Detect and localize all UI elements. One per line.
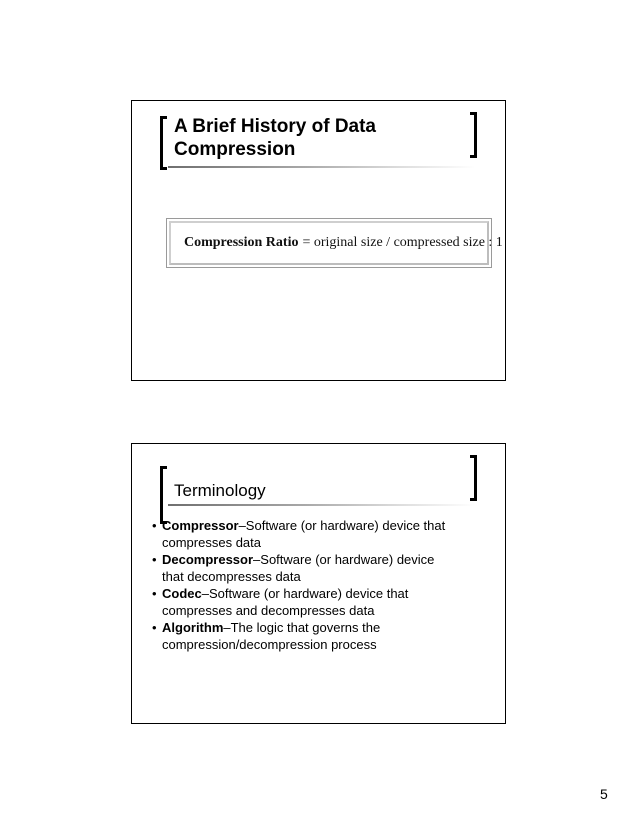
title-underline: [168, 504, 475, 506]
definition-line-2: compresses data: [162, 535, 261, 550]
formula-expression: = original size / compressed size : 1: [302, 235, 503, 250]
slide-title: [174, 115, 445, 161]
bullet-icon: •: [152, 586, 157, 601]
title-line-1: A Brief History of Data: [174, 116, 376, 137]
title-bracket-left: [160, 116, 167, 170]
definition-line-2: that decompresses data: [162, 569, 301, 584]
term: Algorithm: [162, 620, 224, 635]
term: Codec: [162, 586, 202, 601]
bullet-icon: •: [152, 620, 157, 635]
definition-line-2: compresses and decompresses data: [162, 603, 375, 618]
definition-line-1: –Software (or hardware) device that: [201, 586, 409, 601]
list-item: [144, 619, 499, 653]
page-number: 5: [600, 786, 608, 802]
bullet-icon: •: [152, 518, 157, 533]
terminology-list: [144, 517, 499, 653]
slide-2: [131, 443, 506, 724]
term: Decompressor: [162, 552, 254, 567]
title-bracket-right: [470, 112, 477, 158]
formula-text: [169, 221, 503, 265]
definition-line-1: –Software (or hardware) device: [253, 552, 435, 567]
title-bracket-right: [470, 455, 477, 501]
term: Compressor: [162, 518, 239, 533]
definition-line-1: –Software (or hardware) device that: [238, 518, 446, 533]
slide-1: [131, 100, 506, 381]
list-item: [144, 585, 499, 619]
definition-line-1: –The logic that governs the: [223, 620, 381, 635]
definition-line-2: compression/decompression process: [162, 637, 377, 652]
bullet-icon: •: [152, 552, 157, 567]
slide-title: Terminology: [174, 481, 266, 500]
formula-label: Compression Ratio: [184, 235, 299, 250]
formula-box: [166, 218, 503, 268]
list-item: [144, 517, 499, 551]
title-bracket-left: [160, 466, 167, 524]
list-item: [144, 551, 499, 585]
title-underline: [168, 166, 475, 168]
title-line-2: Compression: [174, 139, 296, 160]
